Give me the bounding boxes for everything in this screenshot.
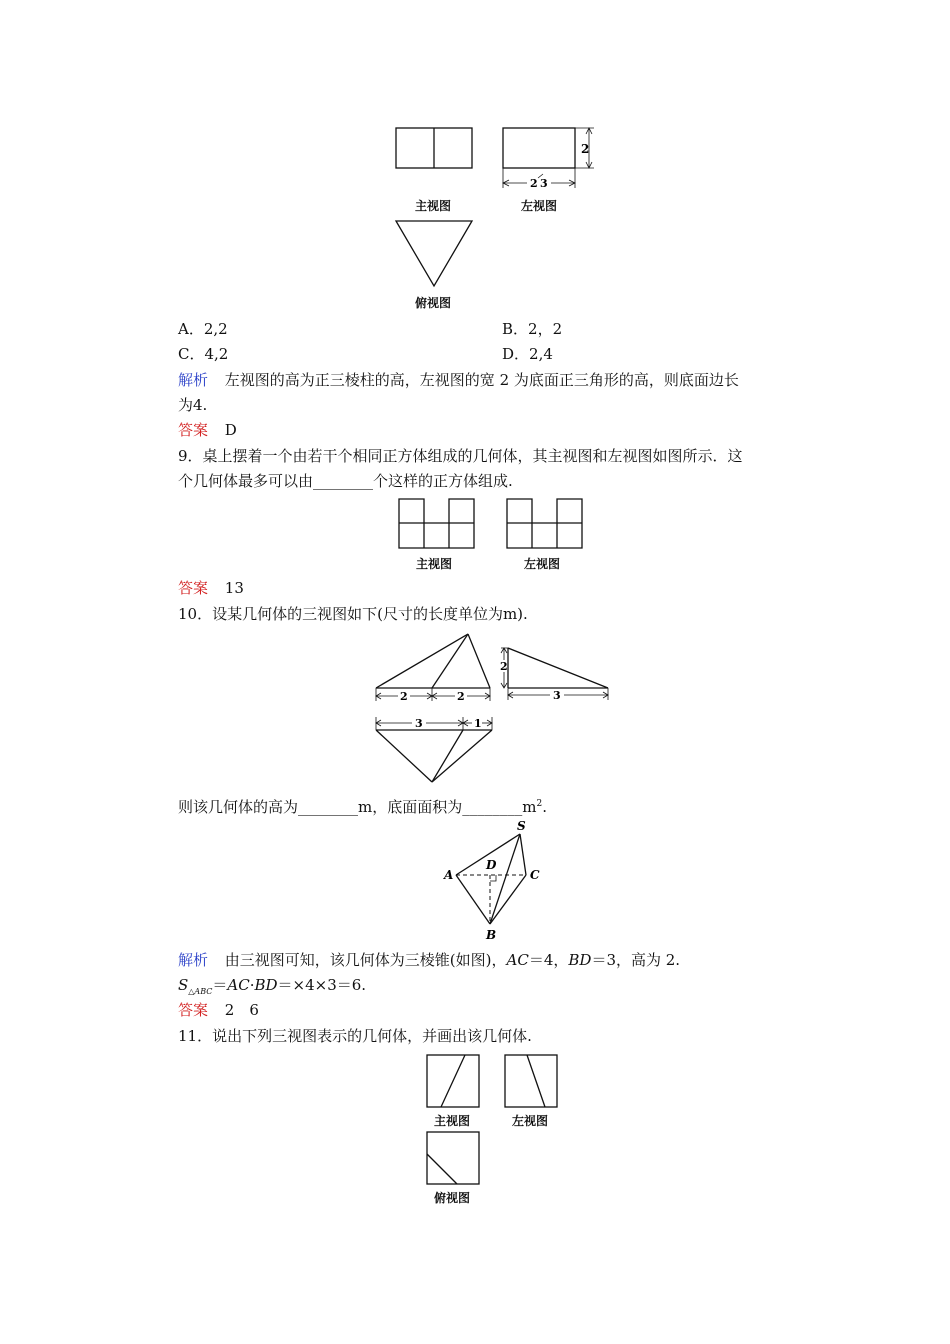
q9-answer-label: 答案: [178, 579, 209, 597]
q10-top-view: [372, 714, 498, 786]
q11-caption-front: 主视图: [434, 1114, 471, 1128]
q10-front-view: [372, 626, 494, 706]
q10-text-line1: 10．设某几何体的三视图如下(尺寸的长度单位为m).: [178, 605, 528, 623]
q10-dim-3a: 3: [553, 689, 561, 702]
q8-option-c: C．4,2: [178, 345, 229, 363]
q10-blank-text: 则该几何体的高为________m，底面面积为________m: [178, 798, 537, 816]
q8-caption-side: 左视图: [521, 199, 558, 213]
q11-top-view: [425, 1130, 483, 1186]
q10-dim-2b: 2: [457, 690, 465, 703]
q10-area-eq: ＝: [212, 976, 228, 994]
q10-point-b: B: [486, 928, 497, 942]
q10-analysis-ac: AC: [506, 951, 529, 969]
q8-analysis: [178, 370, 739, 390]
q10-point-a: A: [444, 868, 454, 882]
q10-answer-label: 答案: [178, 1001, 209, 1019]
q8-caption-top: 俯视图: [415, 296, 452, 310]
q8-answer: [178, 420, 237, 440]
q10-area-sub: △ABC: [188, 987, 213, 996]
q10-dim-h: 2: [500, 660, 508, 673]
q10-dim-1: 1: [474, 717, 482, 730]
q9-answer-value: 13: [224, 579, 244, 597]
q8-side-view: [500, 122, 610, 192]
q10-area-dot: ·: [249, 976, 255, 994]
q10-analysis: [178, 950, 680, 970]
q11-side-view: [503, 1053, 561, 1109]
q8-answer-value: D: [224, 421, 237, 439]
q11-caption-top: 俯视图: [434, 1191, 471, 1205]
q8-dim-height: 2: [581, 142, 590, 156]
q9-front-view: [397, 496, 477, 552]
q10-point-d: D: [486, 858, 497, 872]
q8-front-view: [394, 125, 476, 171]
q10-blank-sup: 2: [536, 799, 543, 809]
q10-analysis-bd: BD: [568, 951, 592, 969]
q9-caption-side: 左视图: [524, 557, 561, 571]
q10-area-bd: BD: [254, 976, 278, 994]
q11-front-view: [425, 1053, 483, 1109]
q10-area-ac: AC: [227, 976, 250, 994]
q10-answer-value: 2 6: [224, 1001, 259, 1019]
q8-answer-label: 答案: [178, 421, 209, 439]
q10-area-rest: ＝×4×3＝6.: [277, 976, 367, 994]
q10-dim-2a: 2: [400, 690, 408, 703]
q9-side-view: [505, 496, 585, 552]
q10-point-c: C: [530, 868, 540, 882]
q9-caption-front: 主视图: [416, 557, 453, 571]
q8-option-d: D．2,4: [502, 345, 553, 363]
q10-analysis-label: 解析: [178, 951, 209, 969]
q10-side-view: [498, 640, 614, 706]
q10-analysis-p2: ＝4，: [528, 951, 569, 969]
q8-analysis-cont: 为4.: [178, 396, 208, 414]
q9-answer: [178, 578, 244, 598]
q10-blank-end: .: [542, 798, 547, 816]
q8-dim-width-b: 3: [540, 177, 548, 190]
q8-dim-width-a: 2: [530, 177, 538, 190]
q10-point-s: S: [517, 819, 526, 833]
q10-area-formula: [178, 975, 366, 1002]
q10-area-s: S: [178, 976, 189, 994]
q10-pyramid-figure: [440, 818, 550, 944]
q9-text-line2: 个几何体最多可以由________个这样的正方体组成.: [178, 472, 513, 490]
q8-analysis-label: 解析: [178, 371, 209, 389]
q10-analysis-p3: ＝3，高为 2.: [591, 951, 681, 969]
q8-option-a: A．2,2: [178, 320, 228, 338]
q8-top-view: [394, 218, 476, 290]
q9-text-line1: 9．桌上摆着一个由若干个相同正方体组成的几何体，其主视图和左视图如图所示．这: [178, 447, 743, 465]
q11-caption-side: 左视图: [512, 1114, 549, 1128]
q10-blanks: [178, 794, 547, 817]
q11-text-line1: 11．说出下列三视图表示的几何体，并画出该几何体.: [178, 1027, 532, 1045]
q8-caption-front: 主视图: [415, 199, 452, 213]
q10-analysis-p1: 由三视图可知，该几何体为三棱锥(如图)，: [224, 951, 507, 969]
q10-answer: [178, 1000, 259, 1020]
q8-option-b: B．2，2: [502, 320, 563, 338]
q8-analysis-text: 左视图的高为正三棱柱的高，左视图的宽 2 为底面正三角形的高，则底面边长: [224, 371, 739, 389]
q10-dim-3b: 3: [415, 717, 423, 730]
